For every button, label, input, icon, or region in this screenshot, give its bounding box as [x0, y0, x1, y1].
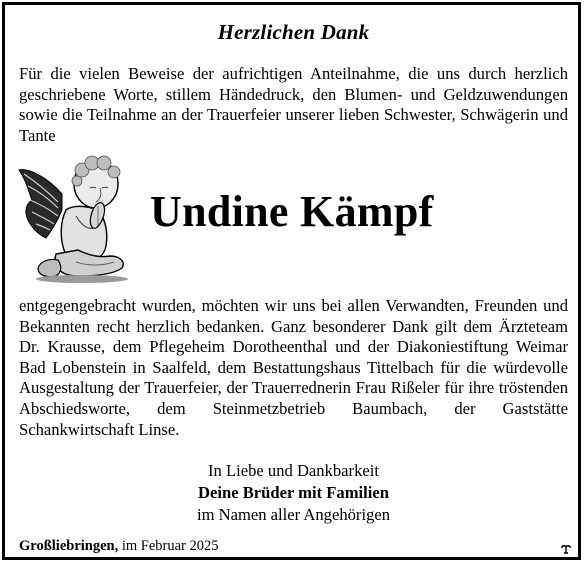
praying-angel-icon [16, 150, 132, 284]
intro-paragraph: Für die vielen Beweise der aufrichtigen Anteilnahme, die uns durch herzlich geschriebene Worte, stillem Händedruck, den Blumen- und Geldzuwendungen sowie die Teilnahme an der Trauerfeier unserer lieben Schwester, Schwägerin und Tante [19, 64, 568, 145]
deceased-name: Undine Kämpf [150, 187, 434, 236]
signature-family: Deine Brüder mit Familien [198, 483, 389, 502]
notice-heading: Herzlichen Dank [217, 20, 370, 44]
signature-relatives: im Namen aller Angehörigen [196, 505, 391, 524]
place-date-line [19, 538, 219, 555]
footer-place: Großliebringen, [19, 538, 119, 554]
footer-date: im Februar 2025 [121, 538, 219, 554]
signature-closing: In Liebe und Dankbarkeit [208, 461, 379, 480]
publisher-mark-icon [561, 544, 571, 554]
thanks-paragraph: entgegengebracht wurden, möchten wir uns bei allen Verwandten, Freunden und Bekannten recht herzlich bedanken. Ganz besonderer Dank gilt dem Ärzteteam Dr. Krausse, dem Pflegeheim Dorotheenthal und der Diakoniestiftung Weimar Bad Lobenstein in Saalfeld, dem Bestattungshaus Tittelbach für die würdevolle Ausgestaltung der Trauerfeier, der Trauerrednerin Frau Rißeler für ihre tröstenden Abschiedsworte, dem Steinmetzbetrieb Baumbach, der Gaststätte Schankwirtschaft Linse. [19, 296, 568, 439]
